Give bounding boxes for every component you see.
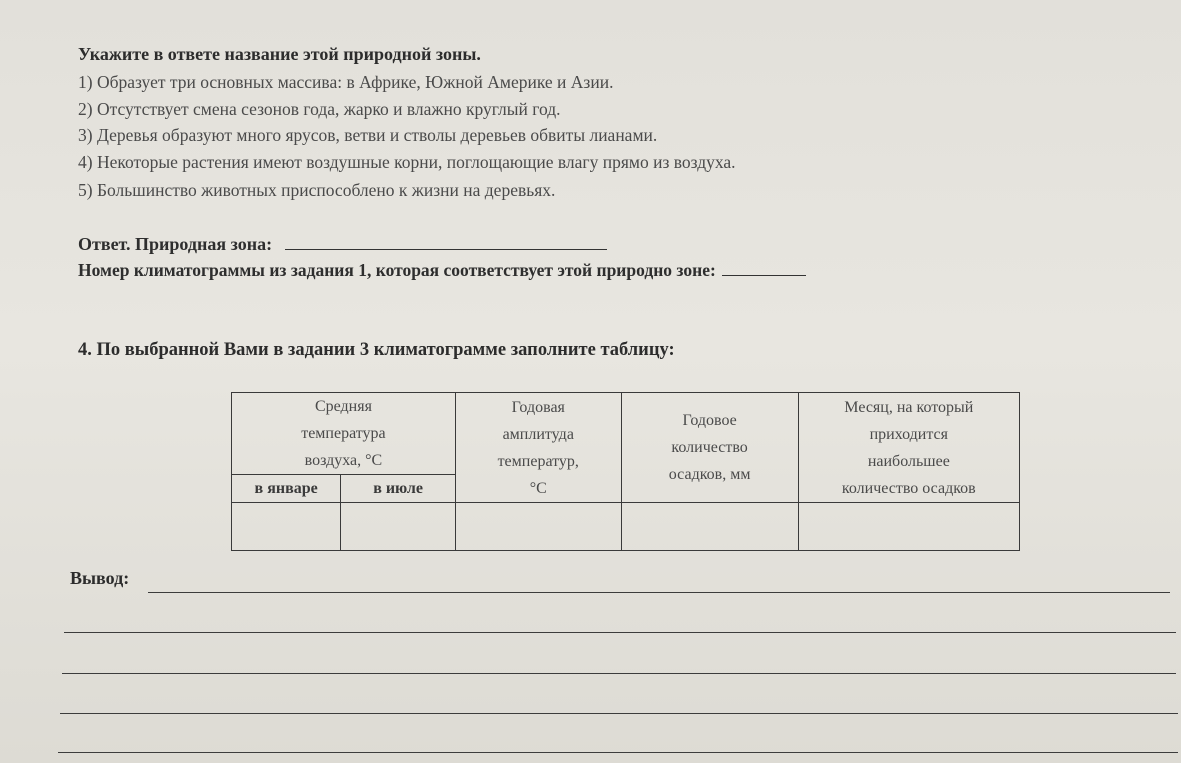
criterion-2: 2) Отсутствует смена сезонов года, жарко и влажно круглый год. [78, 99, 561, 119]
criterion-3: 3) Деревья образуют много ярусов, ветви и стволы деревьев обвиты лианами. [78, 125, 658, 145]
subheader-july: в июле [341, 475, 456, 503]
header-max-precip-month: Месяц, на который приходится наибольшее количество осадков [798, 393, 1019, 503]
climate-table [231, 392, 1020, 551]
conclusion-line-3[interactable] [62, 673, 1176, 674]
conclusion-line-1[interactable] [148, 592, 1170, 593]
subheader-january: в январе [232, 475, 341, 503]
conclusion-line-5[interactable] [58, 752, 1178, 753]
criterion-4: 4) Некоторые растения имеют воздушные корни, поглощающие влагу прямо из воздуха. [78, 152, 736, 172]
climatogram-blank[interactable] [722, 274, 806, 276]
criterion-5: 5) Большинство животных приспособлено к жизни на деревьях. [78, 180, 556, 200]
cell-max-precip-month[interactable] [798, 503, 1019, 551]
cell-january-temp[interactable] [232, 503, 341, 551]
conclusion-label: Вывод: [70, 568, 130, 588]
conclusion-line-2[interactable] [64, 632, 1176, 633]
header-temp-amplitude: Годовая амплитуда температур, °С [455, 393, 621, 503]
answer-blank[interactable] [285, 248, 607, 250]
task4-title: 4. По выбранной Вами в задании 3 климатограмме заполните таблицу: [78, 340, 675, 360]
answer-label: Ответ. Природная зона: [78, 234, 273, 254]
task3-title: Укажите в ответе название этой природной зоны. [78, 44, 481, 64]
cell-july-temp[interactable] [341, 503, 456, 551]
conclusion-line-4[interactable] [60, 713, 1178, 714]
criterion-1: 1) Образует три основных массива: в Африке, Южной Америке и Азии. [78, 72, 614, 92]
climatogram-label: Номер климатограммы из задания 1, которая соответствует этой природно зоне: [78, 260, 716, 280]
cell-annual-precipitation[interactable] [621, 503, 798, 551]
answer-line [78, 234, 607, 255]
header-avg-temp: Средняя температура воздуха, °С [232, 393, 456, 475]
header-annual-precipitation: Годовое количество осадков, мм [621, 393, 798, 503]
climatogram-line [78, 260, 806, 281]
cell-temp-amplitude[interactable] [455, 503, 621, 551]
